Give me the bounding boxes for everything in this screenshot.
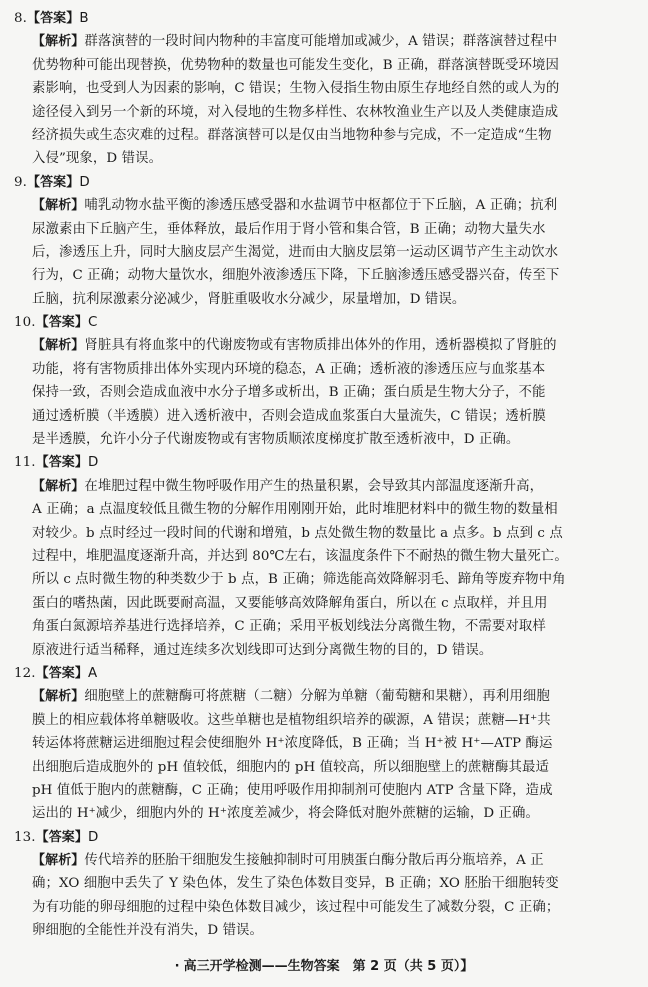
- analysis-tag: 【解析】: [32, 478, 85, 494]
- analysis-text: 卵细胞的全能性并没有消失，D 错误。: [32, 923, 264, 939]
- page-footer: [0, 955, 648, 974]
- analysis-tag: 【解析】: [32, 853, 85, 869]
- analysis-tag: 【解析】: [32, 34, 85, 50]
- analysis-tag: 【解析】: [32, 689, 85, 705]
- question-number: 10.: [14, 315, 36, 331]
- analysis-line: [14, 732, 620, 755]
- analysis-line: [14, 872, 620, 895]
- analysis-text: 出细胞后造成胞外的 pH 值较低，细胞内的 pH 值较高，所以细胞壁上的蔗糖酶其最适: [32, 759, 550, 775]
- answer-letter: C: [88, 315, 98, 331]
- analysis-text: 所以 c 点时微生物的种类数少于 b 点，B 正确；筛选能高效降解羽毛、蹄角等废弃物中角: [32, 572, 566, 588]
- analysis-tag: 【解析】: [32, 198, 85, 214]
- footer-text: 高三开学检测——生物答案 第 2 页（共 5 页）】: [183, 959, 474, 974]
- answer-letter: D: [88, 455, 99, 471]
- answer-letter: D: [88, 829, 99, 845]
- answer-line: [14, 7, 620, 30]
- analysis-text: 细胞壁上的蔗糖酶可将蔗糖（二糖）分解为单糖（葡萄糖和果糖），再利用细胞: [84, 689, 550, 705]
- analysis-text: 通过透析膜（半透膜）进入透析液中，否则会造成血浆蛋白大量流失，C 错误；透析膜: [32, 408, 546, 424]
- analysis-text: 群落演替的一段时间内物种的丰富度可能增加或减少，A 错误；群落演替过程中: [84, 34, 558, 50]
- analysis-line: [14, 358, 620, 381]
- answer-tag: 【答案】: [35, 315, 89, 331]
- analysis-tag: 【解析】: [32, 338, 85, 354]
- analysis-text: 保持一致，否则会造成血液中水分子增多或析出，B 正确；蛋白质是生物大分子，不能: [32, 385, 546, 401]
- analysis-line: [14, 919, 620, 942]
- analysis-text: 是半透膜，允许小分子代谢废物或有害物质顺浓度梯度扩散至透析液中，D 正确。: [32, 432, 520, 448]
- analysis-text: 行为，C 正确；动物大量饮水，细胞外液渗透压下降，下丘脑渗透压感受器兴奋，传至下: [32, 268, 560, 284]
- analysis-text: 肾脏具有将血浆中的代谢废物或有害物质排出体外的作用，透析器模拟了肾脏的: [84, 338, 557, 354]
- analysis-text: 蛋白的嗜热菌，因此既要耐高温，又要能够高效降解角蛋白，所以在 c 点取样，并且用: [32, 595, 548, 611]
- analysis-text: 后，渗透压上升，同时大脑皮层产生渴觉，进而由大脑皮层第一运动区调节产生主动饮水: [32, 244, 559, 260]
- analysis-line: [14, 241, 620, 264]
- analysis-line: [14, 896, 620, 919]
- questions-list: [14, 7, 620, 943]
- analysis-line: [14, 30, 620, 53]
- answer-letter: A: [88, 665, 98, 681]
- answer-letter: B: [79, 11, 89, 26]
- answer-line: [14, 451, 620, 474]
- analysis-text: 哺乳动物水盐平衡的渗透压感受器和水盐调节中枢都位于下丘脑，A 正确；抗利: [84, 198, 558, 214]
- analysis-line: [14, 475, 620, 498]
- answer-line: [14, 311, 620, 334]
- answer-line: [14, 171, 620, 194]
- analysis-line: [14, 592, 620, 615]
- analysis-text: 传代培养的胚胎干细胞发生接触抑制时可用胰蛋白酶分散后再分瓶培养，A 正: [84, 853, 544, 869]
- answer-tag: 【答案】: [35, 455, 89, 471]
- answer-tag: 【答案】: [26, 11, 80, 26]
- analysis-text: 对较少。b 点时经过一段时间的代谢和增殖，b 点处微生物的数量比 a 点多。b 点到 c 点: [32, 525, 563, 541]
- analysis-line: [14, 381, 620, 404]
- analysis-text: 途径侵入到另一个新的环境，对入侵地的生物多样性、农林牧渔业生产以及人类健康造成: [32, 104, 559, 120]
- analysis-line: [14, 428, 620, 451]
- analysis-text: 功能，将有害物质排出体外实现内环境的稳态，A 正确；透析液的渗透压应与血浆基本: [32, 361, 546, 377]
- question-number: 11.: [14, 455, 36, 471]
- answer-tag: 【答案】: [35, 665, 89, 681]
- analysis-line: [14, 849, 620, 872]
- analysis-line: [14, 709, 620, 732]
- answer-tag: 【答案】: [26, 174, 80, 190]
- analysis-line: [14, 124, 620, 147]
- answer-tag: 【答案】: [35, 829, 89, 845]
- analysis-line: [14, 334, 620, 357]
- analysis-text: 过程中，堆肥温度逐渐升高，并达到 80℃左右，该温度条件下不耐热的微生物大量死亡。: [32, 548, 568, 564]
- analysis-line: [14, 264, 620, 287]
- question-block: [14, 451, 620, 662]
- analysis-text: 角蛋白氮源培养基进行选择培养，C 正确；采用平板划线法分离微生物，不需要对取样: [32, 619, 546, 635]
- analysis-text: 丘脑，抗利尿激素分泌减少，肾脏重吸收水分减少，尿量增加，D 错误。: [32, 291, 466, 307]
- analysis-line: [14, 405, 620, 428]
- analysis-text: 入侵”现象，D 错误。: [32, 151, 163, 167]
- analysis-line: [14, 615, 620, 638]
- question-block: [14, 311, 620, 451]
- analysis-line: [14, 522, 620, 545]
- footer-mark: ·: [174, 959, 180, 974]
- analysis-text: 原液进行适当稀释，通过连续多次划线即可达到分离微生物的目的，D 错误。: [32, 642, 493, 658]
- answer-letter: D: [79, 174, 90, 190]
- analysis-text: 膜上的相应载体将单糖吸收。这些单糖也是植物组织培养的碳源，A 错误；蔗糖—H⁺共: [32, 712, 551, 728]
- analysis-text: 优势物种可能出现替换，优势物种的数量也可能发生变化，B 正确，群落演替既受环境因: [32, 57, 559, 73]
- question-block: [14, 7, 620, 171]
- analysis-line: [14, 194, 620, 217]
- analysis-line: [14, 498, 620, 521]
- question-block: [14, 826, 620, 943]
- question-number: 8.: [14, 11, 27, 26]
- analysis-text: A 正确；a 点温度较低且微生物的分解作用刚刚开始，此时堆肥材料中的微生物的数量相: [32, 502, 558, 518]
- analysis-text: 尿激素由下丘脑产生，垂体释放，最后作用于肾小管和集合管，B 正确；动物大量失水: [32, 221, 546, 237]
- analysis-line: [14, 802, 620, 825]
- answer-line: [14, 826, 620, 849]
- analysis-text: 经济损失或生态灾难的过程。群落演替可以是仅由当地物种参与完成，不一定造成“生物: [32, 127, 552, 143]
- question-number: 9.: [14, 174, 27, 190]
- analysis-line: [14, 77, 620, 100]
- question-block: [14, 662, 620, 826]
- analysis-line: [14, 218, 620, 241]
- analysis-text: 确；XO 细胞中丢失了 Y 染色体，发生了染色体数目变异，B 正确；XO 胚胎干细胞转变: [32, 876, 559, 892]
- analysis-text: 在堆肥过程中微生物呼吸作用产生的热量积累，会导致其内部温度逐渐升高，: [84, 478, 544, 494]
- analysis-text: pH 值低于胞内的蔗糖酶，C 正确；使用呼吸作用抑制剂可使胞内 ATP 含量下降，造成: [32, 782, 553, 798]
- analysis-line: [14, 685, 620, 708]
- answer-line: [14, 662, 620, 685]
- analysis-line: [14, 545, 620, 568]
- analysis-text: 转运体将蔗糖运进细胞过程会使细胞外 H⁺浓度降低，B 正确；当 H⁺被 H⁺—ATP 酶运: [32, 736, 553, 752]
- analysis-line: [14, 288, 620, 311]
- analysis-line: [14, 639, 620, 662]
- analysis-text: 运出的 H⁺减少，细胞内外的 H⁺浓度差减少，将会降低对胞外蔗糖的运输，D 正确。: [32, 806, 539, 822]
- analysis-line: [14, 756, 620, 779]
- analysis-line: [14, 779, 620, 802]
- question-block: [14, 171, 620, 311]
- analysis-line: [14, 568, 620, 591]
- question-number: 13.: [14, 829, 36, 845]
- analysis-line: [14, 101, 620, 124]
- analysis-text: 素影响，也受到人为因素的影响，C 错误；生物入侵指生物由原生存地经自然的或人为的: [32, 81, 560, 97]
- analysis-text: 为有功能的卵母细胞的过程中染色体数目减少，该过程中可能发生了减数分裂，C 正确；: [32, 899, 560, 915]
- analysis-line: [14, 147, 620, 170]
- question-number: 12.: [14, 665, 36, 681]
- analysis-line: [14, 54, 620, 77]
